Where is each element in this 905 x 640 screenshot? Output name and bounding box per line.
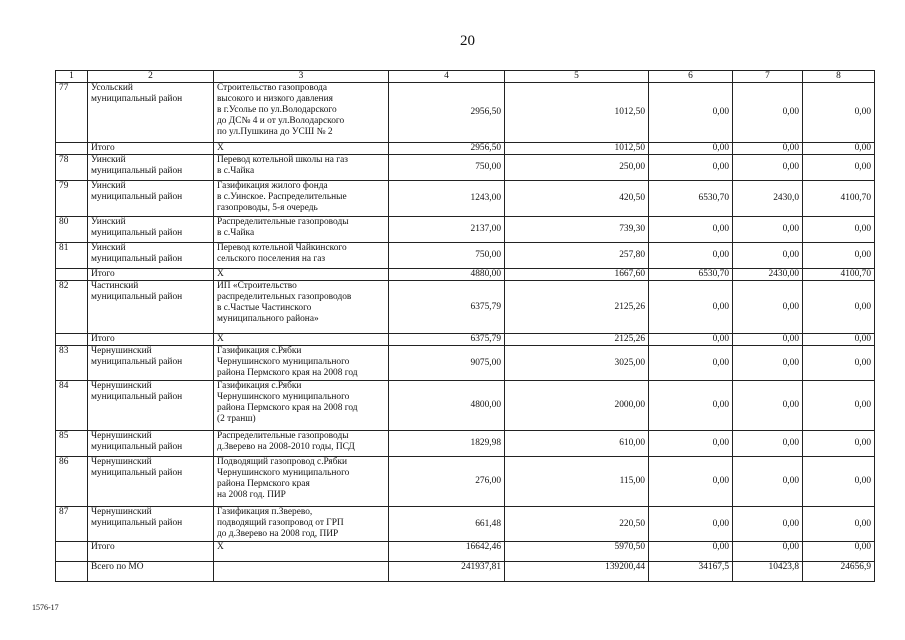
value-col6-cell: 34167,5	[649, 562, 733, 582]
row-number-cell: 87	[56, 507, 88, 542]
value-col4-cell: 9075,00	[389, 346, 505, 381]
value-col6-cell: 0,00	[649, 542, 733, 562]
project-name-cell: Газификация с.Рябки Чернушинского муниципального района Пермского края на 2008 год	[214, 346, 389, 381]
project-name-cell	[214, 562, 389, 582]
column-header: 8	[803, 71, 875, 83]
municipality-cell: Итого	[88, 269, 214, 281]
value-col5-cell: 115,00	[505, 457, 649, 507]
subtotal-row	[56, 143, 875, 155]
value-col4-cell: 750,00	[389, 243, 505, 269]
value-col8-cell: 0,00	[803, 155, 875, 181]
value-col4-cell: 1243,00	[389, 181, 505, 217]
table-row	[56, 431, 875, 457]
value-col5-cell: 2000,00	[505, 381, 649, 431]
row-number-cell	[56, 269, 88, 281]
row-number-cell	[56, 562, 88, 582]
subtotal-row	[56, 542, 875, 562]
municipality-cell: Всего по МО	[88, 562, 214, 582]
value-col6-cell: 0,00	[649, 334, 733, 346]
project-name-cell: Газификация п.Зверево, подводящий газопровод от ГРП до д.Зверево на 2008 год, ПИР	[214, 507, 389, 542]
row-number-cell: 86	[56, 457, 88, 507]
value-col6-cell: 0,00	[649, 346, 733, 381]
value-col5-cell: 257,80	[505, 243, 649, 269]
municipality-cell: Усольский муниципальный район	[88, 83, 214, 143]
value-col4-cell: 6375,79	[389, 281, 505, 334]
table-row	[56, 507, 875, 542]
value-col7-cell: 2430,00	[733, 269, 803, 281]
column-header: 3	[214, 71, 389, 83]
value-col7-cell: 0,00	[733, 155, 803, 181]
value-col7-cell: 2430,0	[733, 181, 803, 217]
municipality-cell: Уинский муниципальный район	[88, 217, 214, 243]
table-row	[56, 381, 875, 431]
value-col4-cell: 750,00	[389, 155, 505, 181]
row-number-cell: 81	[56, 243, 88, 269]
table-row	[56, 281, 875, 334]
value-col7-cell: 0,00	[733, 334, 803, 346]
table-row	[56, 457, 875, 507]
value-col4-cell: 2137,00	[389, 217, 505, 243]
row-number-cell: 84	[56, 381, 88, 431]
page-number: 20	[460, 33, 475, 49]
column-header: 1	[56, 71, 88, 83]
row-number-cell: 78	[56, 155, 88, 181]
value-col6-cell: 0,00	[649, 281, 733, 334]
value-col8-cell: 0,00	[803, 381, 875, 431]
value-col4-cell: 4880,00	[389, 269, 505, 281]
row-number-cell	[56, 542, 88, 562]
value-col7-cell: 0,00	[733, 83, 803, 143]
value-col8-cell: 0,00	[803, 334, 875, 346]
value-col8-cell: 0,00	[803, 243, 875, 269]
municipality-cell: Итого	[88, 143, 214, 155]
municipality-cell: Чернушинский муниципальный район	[88, 381, 214, 431]
value-col5-cell: 250,00	[505, 155, 649, 181]
project-name-cell: Распределительные газопроводы в с.Чайка	[214, 217, 389, 243]
value-col8-cell: 4100,70	[803, 181, 875, 217]
value-col6-cell: 0,00	[649, 243, 733, 269]
table-row	[56, 217, 875, 243]
project-name-cell: X	[214, 542, 389, 562]
municipality-cell: Уинский муниципальный район	[88, 243, 214, 269]
value-col4-cell: 661,48	[389, 507, 505, 542]
row-number-cell: 79	[56, 181, 88, 217]
project-name-cell: Перевод котельной Чайкинского сельского поселения на газ	[214, 243, 389, 269]
value-col7-cell: 0,00	[733, 143, 803, 155]
table-row	[56, 155, 875, 181]
value-col4-cell: 1829,98	[389, 431, 505, 457]
value-col6-cell: 0,00	[649, 381, 733, 431]
value-col6-cell: 6530,70	[649, 269, 733, 281]
row-number-cell: 85	[56, 431, 88, 457]
table-row	[56, 346, 875, 381]
value-col4-cell: 2956,50	[389, 143, 505, 155]
value-col4-cell: 276,00	[389, 457, 505, 507]
value-col5-cell: 2125,26	[505, 334, 649, 346]
project-name-cell: ИП «Строительство распределительных газопроводов в с.Частые Частинского муниципального района»	[214, 281, 389, 334]
project-name-cell: X	[214, 269, 389, 281]
column-header: 2	[88, 71, 214, 83]
value-col5-cell: 1012,50	[505, 143, 649, 155]
value-col8-cell: 0,00	[803, 457, 875, 507]
grand-total-row	[56, 562, 875, 582]
value-col6-cell: 6530,70	[649, 181, 733, 217]
page-footer-code: 1576-17	[32, 603, 59, 612]
value-col5-cell: 1012,50	[505, 83, 649, 143]
municipality-cell: Итого	[88, 542, 214, 562]
subtotal-row	[56, 269, 875, 281]
value-col8-cell: 0,00	[803, 507, 875, 542]
value-col7-cell: 0,00	[733, 431, 803, 457]
value-col6-cell: 0,00	[649, 143, 733, 155]
municipality-cell: Итого	[88, 334, 214, 346]
column-header: 5	[505, 71, 649, 83]
value-col5-cell: 739,30	[505, 217, 649, 243]
value-col4-cell: 6375,79	[389, 334, 505, 346]
value-col5-cell: 3025,00	[505, 346, 649, 381]
value-col5-cell: 1667,60	[505, 269, 649, 281]
column-number-header-row	[56, 71, 875, 83]
value-col7-cell: 0,00	[733, 542, 803, 562]
project-name-cell: X	[214, 143, 389, 155]
row-number-cell: 83	[56, 346, 88, 381]
table-row	[56, 83, 875, 143]
value-col5-cell: 5970,50	[505, 542, 649, 562]
row-number-cell	[56, 143, 88, 155]
value-col8-cell: 0,00	[803, 83, 875, 143]
value-col6-cell: 0,00	[649, 431, 733, 457]
row-number-cell	[56, 334, 88, 346]
value-col5-cell: 420,50	[505, 181, 649, 217]
value-col6-cell: 0,00	[649, 217, 733, 243]
subtotal-row	[56, 334, 875, 346]
value-col5-cell: 2125,26	[505, 281, 649, 334]
value-col8-cell: 4100,70	[803, 269, 875, 281]
column-header: 4	[389, 71, 505, 83]
value-col5-cell: 610,00	[505, 431, 649, 457]
value-col7-cell: 10423,8	[733, 562, 803, 582]
value-col8-cell: 0,00	[803, 143, 875, 155]
value-col4-cell: 241937,81	[389, 562, 505, 582]
value-col7-cell: 0,00	[733, 507, 803, 542]
municipality-cell: Частинский муниципальный район	[88, 281, 214, 334]
value-col6-cell: 0,00	[649, 457, 733, 507]
municipality-cell: Уинский муниципальный район	[88, 181, 214, 217]
municipality-cell: Чернушинский муниципальный район	[88, 507, 214, 542]
value-col4-cell: 16642,46	[389, 542, 505, 562]
value-col8-cell: 0,00	[803, 346, 875, 381]
value-col7-cell: 0,00	[733, 346, 803, 381]
value-col8-cell: 0,00	[803, 281, 875, 334]
value-col6-cell: 0,00	[649, 83, 733, 143]
municipality-cell: Уинский муниципальный район	[88, 155, 214, 181]
project-name-cell: Строительство газопровода высокого и низкого давления в г.Усолье по ул.Володарского до ДС№ 4 и от ул.Володарского по ул.Пушкина до УСШ № 2	[214, 83, 389, 143]
value-col6-cell: 0,00	[649, 507, 733, 542]
row-number-cell: 77	[56, 83, 88, 143]
project-name-cell: Распределительные газопроводы д.Зверево на 2008-2010 годы, ПСД	[214, 431, 389, 457]
value-col4-cell: 2956,50	[389, 83, 505, 143]
project-name-cell: Подводящий газопровод с.Рябки Чернушинского муниципального района Пермского края на 2008 год. ПИР	[214, 457, 389, 507]
row-number-cell: 80	[56, 217, 88, 243]
value-col8-cell: 0,00	[803, 431, 875, 457]
municipality-cell: Чернушинский муниципальный район	[88, 457, 214, 507]
municipality-cell: Чернушинский муниципальный район	[88, 346, 214, 381]
value-col8-cell: 24656,9	[803, 562, 875, 582]
value-col7-cell: 0,00	[733, 281, 803, 334]
value-col7-cell: 0,00	[733, 457, 803, 507]
value-col8-cell: 0,00	[803, 542, 875, 562]
value-col7-cell: 0,00	[733, 217, 803, 243]
budget-table	[55, 70, 875, 582]
column-header: 7	[733, 71, 803, 83]
value-col4-cell: 4800,00	[389, 381, 505, 431]
project-name-cell: X	[214, 334, 389, 346]
project-name-cell: Перевод котельной школы на газ в с.Чайка	[214, 155, 389, 181]
value-col5-cell: 139200,44	[505, 562, 649, 582]
value-col7-cell: 0,00	[733, 381, 803, 431]
table-row	[56, 181, 875, 217]
municipality-cell: Чернушинский муниципальный район	[88, 431, 214, 457]
value-col5-cell: 220,50	[505, 507, 649, 542]
row-number-cell: 82	[56, 281, 88, 334]
table-row	[56, 243, 875, 269]
value-col7-cell: 0,00	[733, 243, 803, 269]
project-name-cell: Газификация жилого фонда в с.Уинское. Распределительные газопроводы, 5-я очередь	[214, 181, 389, 217]
value-col8-cell: 0,00	[803, 217, 875, 243]
project-name-cell: Газификация с.Рябки Чернушинского муниципального района Пермского края на 2008 год (2 транш)	[214, 381, 389, 431]
column-header: 6	[649, 71, 733, 83]
value-col6-cell: 0,00	[649, 155, 733, 181]
